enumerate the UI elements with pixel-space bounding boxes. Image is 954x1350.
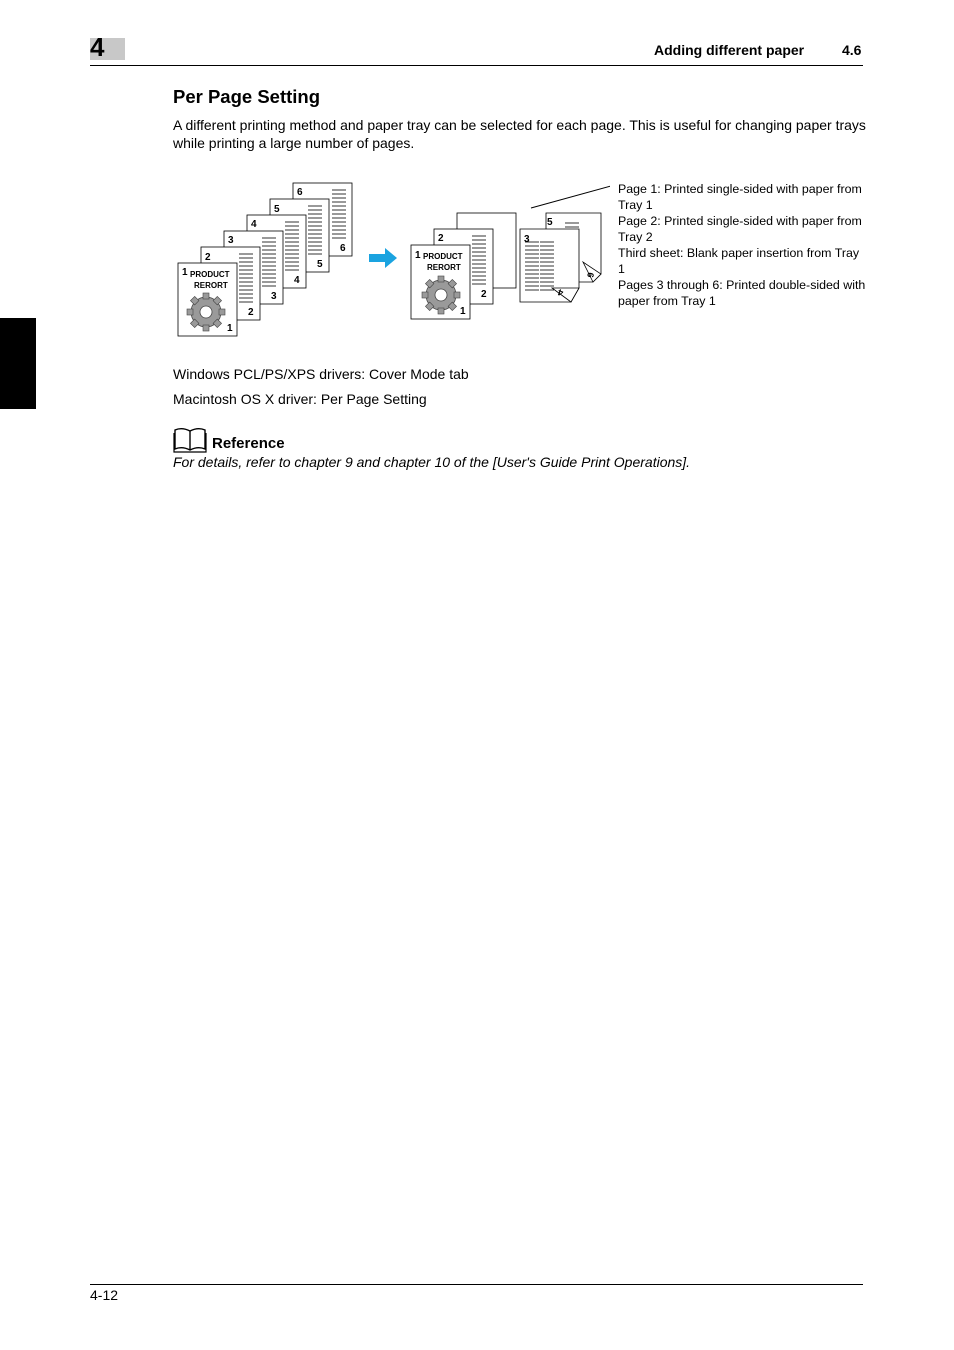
svg-text:3: 3 <box>524 234 530 245</box>
reference-book-icon <box>173 427 207 453</box>
gear-icon <box>422 276 460 314</box>
figure-callout <box>618 181 868 309</box>
right-arrow-icon <box>369 248 397 268</box>
svg-text:3: 3 <box>228 235 234 246</box>
svg-text:6: 6 <box>585 271 596 279</box>
per-page-setting-figure <box>170 176 610 341</box>
svg-text:4: 4 <box>556 287 565 299</box>
intro-paragraph: A different printing method and paper tray can be selected for each page. This is useful for changing paper trays while printing a large number of pages. <box>173 117 866 151</box>
svg-text:1: 1 <box>182 267 188 278</box>
cover-title-line1: PRODUCT <box>423 252 463 261</box>
callout-line: Page 1: Printed single-sided with paper from Tray 1 <box>618 182 862 212</box>
svg-text:3: 3 <box>271 291 277 302</box>
callout-leader-line <box>531 186 610 208</box>
svg-text:5: 5 <box>274 204 280 215</box>
svg-text:4: 4 <box>294 275 300 286</box>
svg-text:2: 2 <box>438 233 444 244</box>
svg-text:4: 4 <box>251 219 257 230</box>
svg-text:2: 2 <box>205 252 211 263</box>
footer-rule <box>90 1284 863 1285</box>
duplex-sheet-3-4 <box>520 229 579 302</box>
svg-text:1: 1 <box>460 306 466 317</box>
chapter-side-tab <box>0 318 36 409</box>
driver-macintosh: Macintosh OS X driver: Per Page Setting <box>173 391 427 407</box>
reference-label: Reference <box>212 435 285 452</box>
svg-text:1: 1 <box>227 323 233 334</box>
header-rule <box>90 65 863 66</box>
svg-text:6: 6 <box>340 243 346 254</box>
callout-line: Third sheet: Blank paper insertion from Tray 1 <box>618 246 860 276</box>
header-section-number: 4.6 <box>842 42 862 58</box>
section-title: Per Page Setting <box>173 86 321 107</box>
svg-text:2: 2 <box>248 307 254 318</box>
cover-title-line2: RERORT <box>194 281 228 290</box>
cover-title-line1: PRODUCT <box>190 270 230 279</box>
callout-line: Page 2: Printed single-sided with paper from Tray 2 <box>618 214 862 244</box>
reference-text: For details, refer to chapter 9 and chapter 10 of the [User's Guide Print Operations]. <box>173 454 691 470</box>
driver-windows: Windows PCL/PS/XPS drivers: Cover Mode tab <box>173 366 469 382</box>
output-page-1-cover <box>411 245 470 319</box>
svg-text:1: 1 <box>415 250 421 261</box>
cover-title-line2: RERORT <box>427 263 461 272</box>
svg-text:5: 5 <box>317 259 323 270</box>
svg-text:2: 2 <box>481 289 487 300</box>
source-page-1-cover <box>178 263 237 336</box>
chapter-number: 4 <box>90 32 105 62</box>
svg-text:6: 6 <box>297 187 303 198</box>
callout-line: Pages 3 through 6: Printed double-sided with paper from Tray 1 <box>618 278 866 308</box>
svg-text:5: 5 <box>547 217 553 228</box>
page-number: 4-12 <box>90 1287 119 1303</box>
gear-icon <box>187 293 225 331</box>
header-title: Adding different paper <box>654 42 805 58</box>
